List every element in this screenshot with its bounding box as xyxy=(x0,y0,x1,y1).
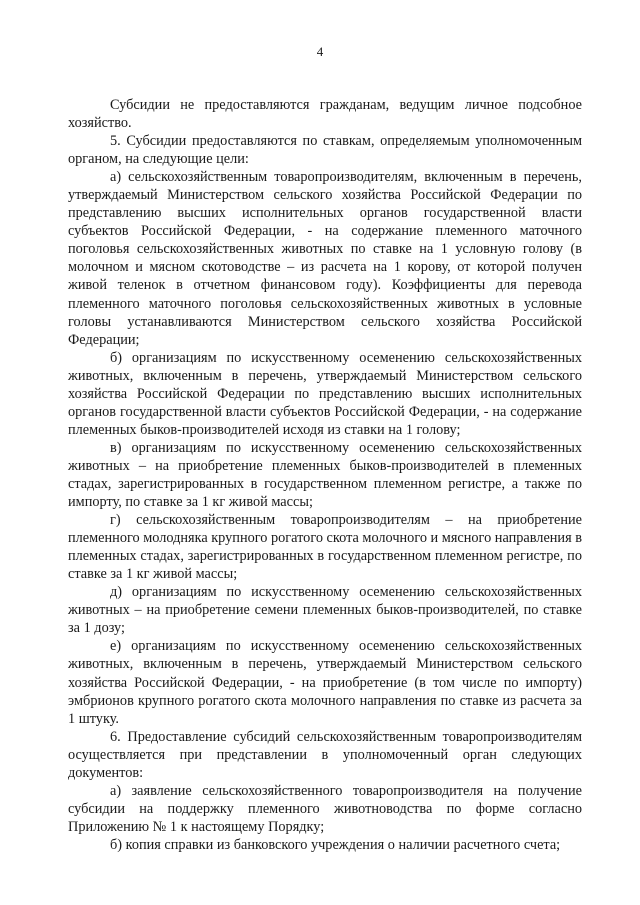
paragraph-5b: б) организациям по искусственному осеменению сельскохозяйственных животных, включенным в перечень, утверждаемый Министерством сельского хозяйства Российской Федерации по представлению высших исполнительных органов государственной власти субъектов Российской Федерации, - на содержание племенных быков-производителей исходя из ставки на 1 голову; xyxy=(68,349,582,438)
paragraph-5g: г) сельскохозяйственным товаропроизводителям – на приобретение племенного молодняка крупного рогатого скота молочного и мясного направления в племенных стадах, зарегистрированных в государственном племенном регистре, по ставке за 1 кг живой массы; xyxy=(68,512,582,583)
document-body xyxy=(68,96,582,854)
page-number: 4 xyxy=(316,44,324,59)
paragraph-5e: е) организациям по искусственному осеменению сельскохозяйственных животных, включенным в перечень, утверждаемый Министерством сельского хозяйства Российской Федерации, - на приобретение (в том числе по импорту) эмбрионов крупного рогатого скота молочного направления по ставке из расчета за 1 штуку. xyxy=(68,638,582,727)
paragraph-6a: а) заявление сельскохозяйственного товаропроизводителя на получение субсидии на поддержку племенного животноводства по форме согласно Приложению № 1 к настоящему Порядку; xyxy=(68,782,582,835)
paragraph-6b: б) копия справки из банковского учреждения о наличии расчетного счета; xyxy=(110,836,561,853)
paragraph-item-5: 5. Субсидии предоставляются по ставкам, определяемым уполномоченным органом, на следующие цели: xyxy=(68,133,582,168)
paragraph-5a: а) сельскохозяйственным товаропроизводителям, включенным в перечень, утверждаемый Министерством сельского хозяйства Российской Федерации по представлению высших исполнительных органов государственной власти субъектов Российской Федерации, - на содержание племенного маточного поголовья сельскохозяйственных животных по ставке на 1 условную голову (в молочном и мясном скотоводстве – из расчета на 1 корову, от которой получен живой теленок в отчетном финансовом году). Коэффициенты для перевода племенного маточного поголовья сельскохозяйственных животных в условные головы устанавливаются Министерством сельского хозяйства Российской Федерации; xyxy=(68,169,582,348)
paragraph-item-6: 6. Предоставление субсидий сельскохозяйственным товаропроизводителям осуществляется при представлении в уполномоченный орган следующих документов: xyxy=(68,728,582,781)
paragraph-no-subsidies-households: Субсидии не предоставляются гражданам, ведущим личное подсобное хозяйство. xyxy=(68,97,582,132)
paragraph-5v: в) организациям по искусственному осеменению сельскохозяйственных животных – на приобретение племенных быков-производителей в племенных стадах, зарегистрированных в государственном племенном регистре, а также по импорту, по ставке за 1 кг живой массы; xyxy=(68,439,582,511)
paragraph-5d: д) организациям по искусственному осеменению сельскохозяйственных животных – на приобретение семени племенных быков-производителей, по ставке за 1 дозу; xyxy=(68,584,582,637)
